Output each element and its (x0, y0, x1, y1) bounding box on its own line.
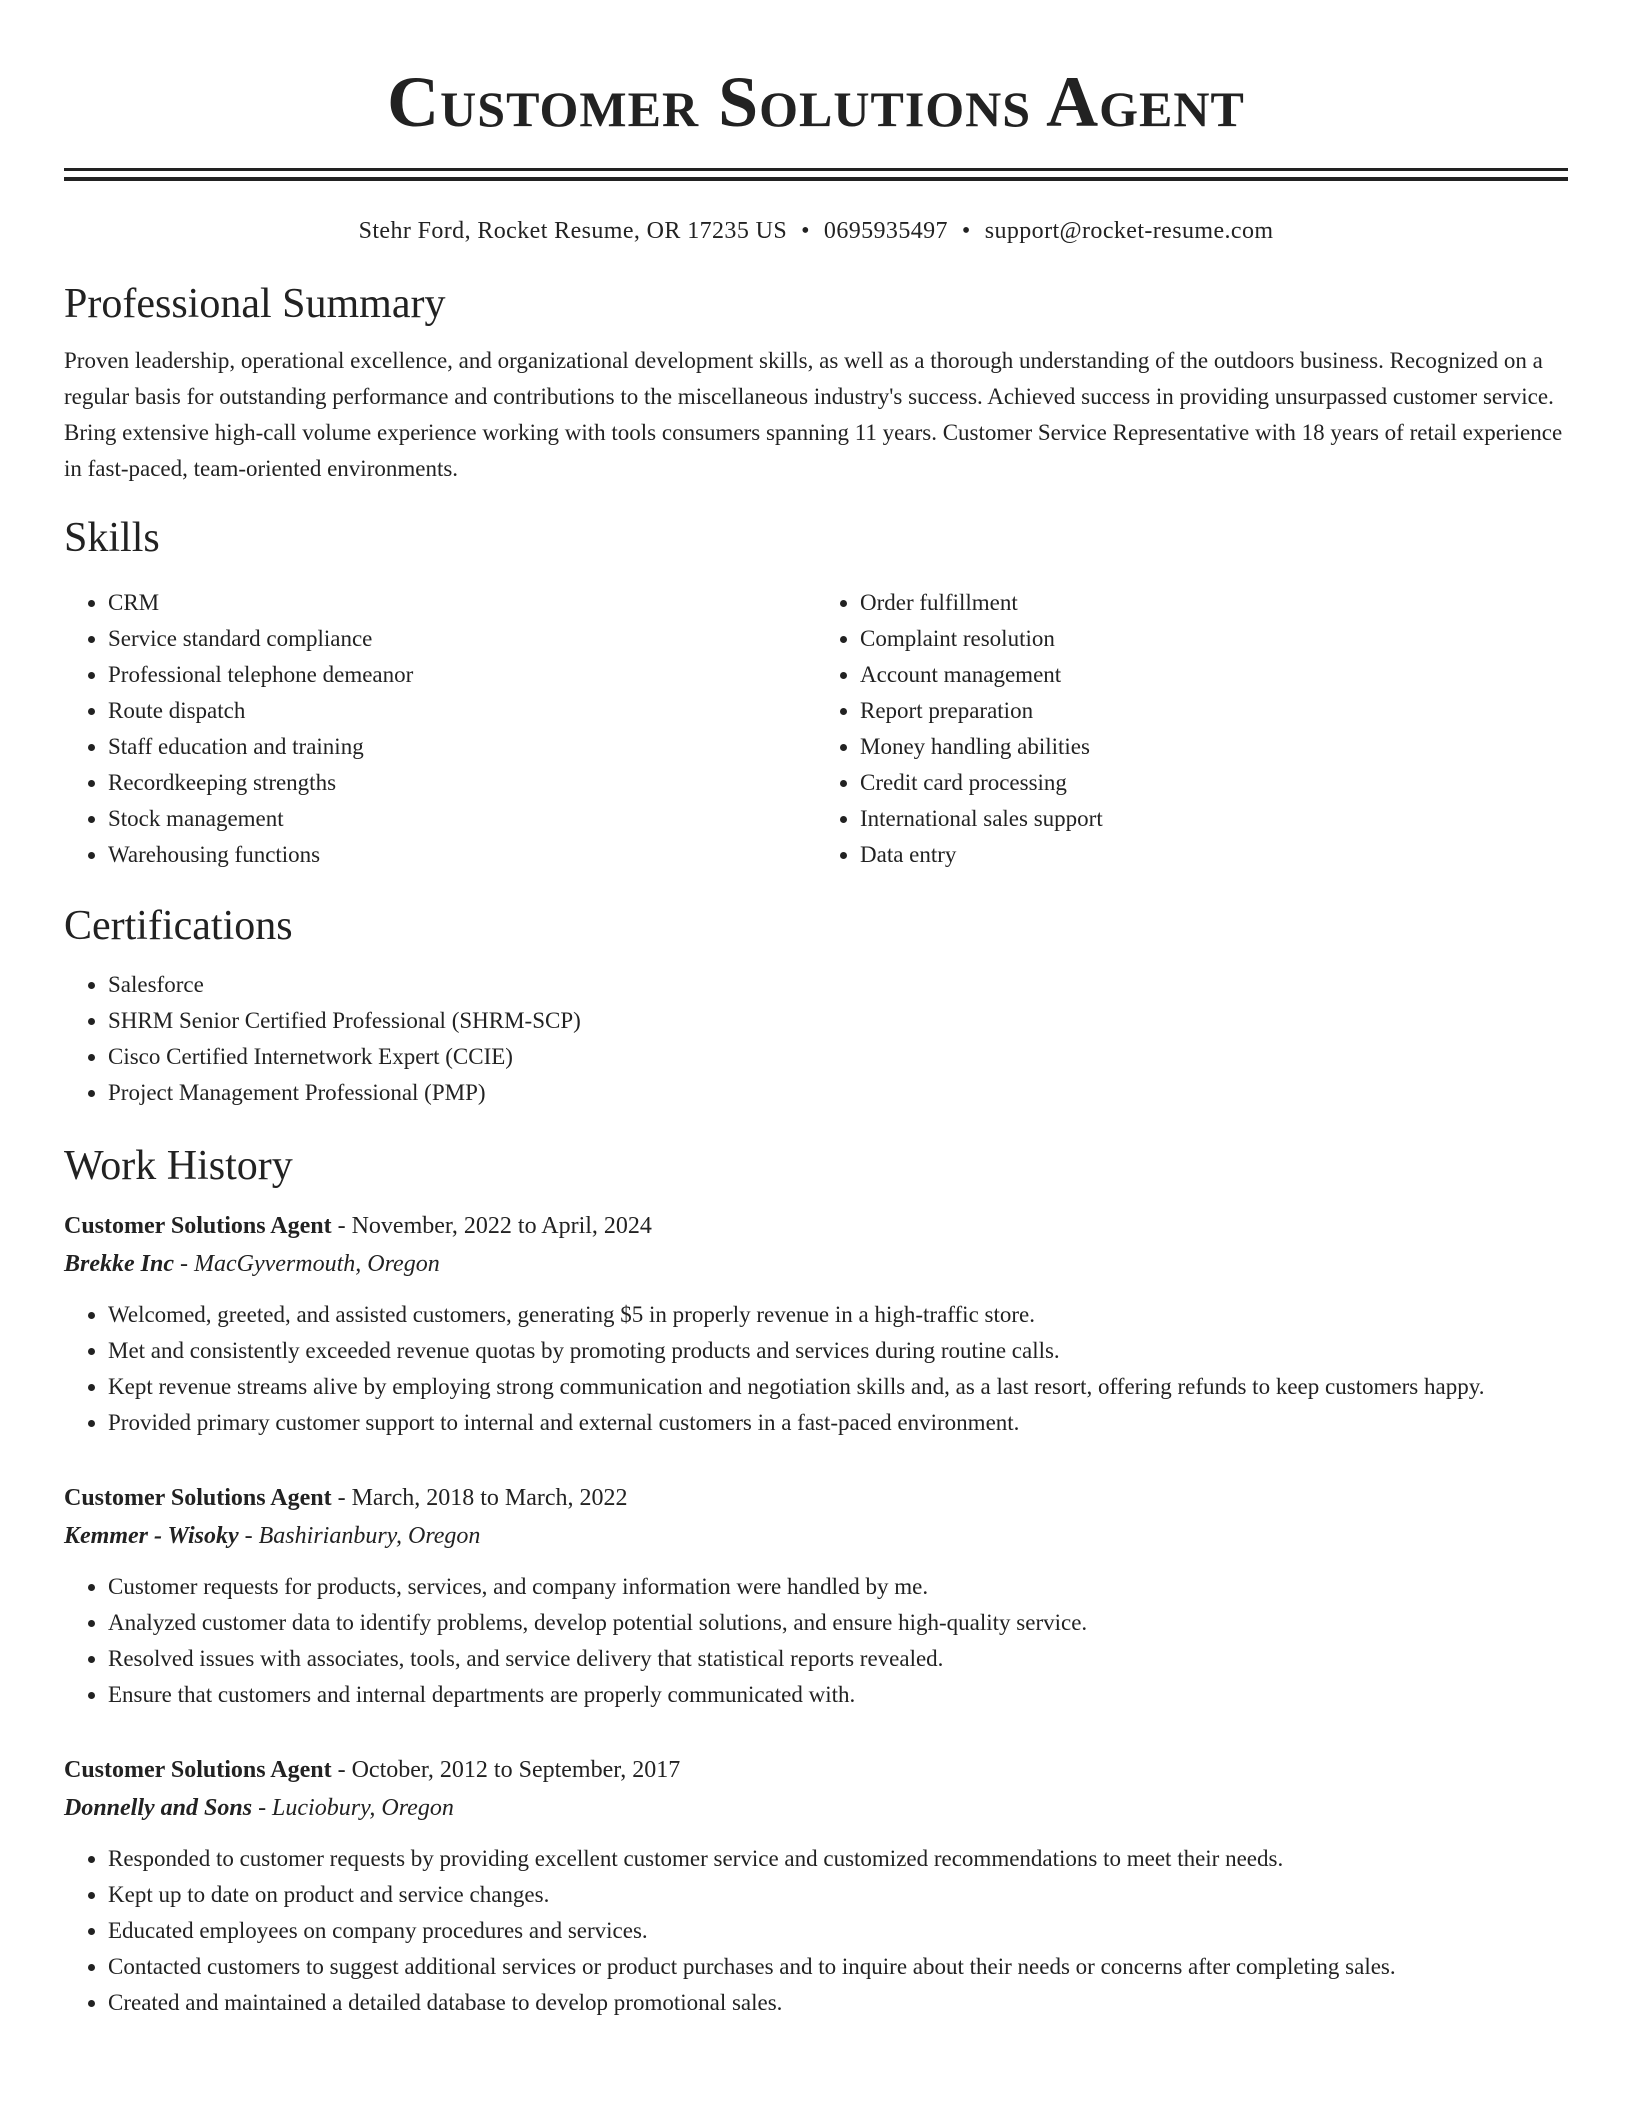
job-bullet: • Ensure that customers and internal departments are properly communicated with. (108, 1677, 1568, 1713)
job-bullet: • Responded to customer requests by providing excellent customer service and customized recommendations to meet their needs. (108, 1841, 1568, 1877)
contact-phone: 0695935497 (823, 218, 948, 244)
skill-item: • Service standard compliance (108, 621, 816, 657)
contact-separator: • (801, 218, 810, 244)
skill-item: • International sales support (860, 801, 1568, 837)
skill-item: • Recordkeeping strengths (108, 765, 816, 801)
job-dates: - March, 2018 to March, 2022 (337, 1485, 628, 1511)
job-company: Donnelly and Sons (64, 1795, 253, 1821)
summary-heading: Professional Summary (64, 281, 446, 327)
skill-item: • Data entry (860, 837, 1568, 873)
skill-item: • Money handling abilities (860, 729, 1568, 765)
job-bullet: • Welcomed, greeted, and assisted customers, generating $5 in properly revenue in a high-traffic store. (108, 1297, 1568, 1333)
job-bullet: • Provided primary customer support to internal and external customers in a fast-paced environment. (108, 1405, 1568, 1441)
job-title: Customer Solutions Agent (64, 1213, 332, 1239)
job-bullet: • Kept up to date on product and service changes. (108, 1877, 1568, 1913)
job-company-line (64, 1245, 1568, 1283)
certification-item: • SHRM Senior Certified Professional (SHRM-SCP) (108, 1003, 1568, 1039)
skills-list-left (64, 585, 816, 873)
skill-item: • Complaint resolution (860, 621, 1568, 657)
job-bullet: • Analyzed customer data to identify problems, develop potential solutions, and ensure high-quality service. (108, 1605, 1568, 1641)
job-title: Customer Solutions Agent (64, 1757, 332, 1783)
job-company-line (64, 1789, 1568, 1827)
job-location: - MacGyvermouth, Oregon (180, 1251, 440, 1277)
title-divider (64, 168, 1568, 181)
job-entry (64, 1479, 1568, 1713)
skills-grid (64, 585, 1568, 873)
job-entry (64, 1751, 1568, 2021)
job-bullet: • Resolved issues with associates, tools, and service delivery that statistical reports revealed. (108, 1641, 1568, 1677)
skill-item: • Report preparation (860, 693, 1568, 729)
certifications-list (64, 967, 1568, 1111)
job-bullet: • Kept revenue streams alive by employing strong communication and negotiation skills and, as a last resort, offering refunds to keep customers happy. (108, 1369, 1568, 1405)
job-location: - Luciobury, Oregon (258, 1795, 454, 1821)
certification-item: • Project Management Professional (PMP) (108, 1075, 1568, 1111)
skills-heading: Skills (64, 515, 160, 561)
job-title-line (64, 1479, 1568, 1517)
contact-line (64, 215, 1568, 247)
job-dates: - October, 2012 to September, 2017 (337, 1757, 681, 1783)
job-bullet: • Contacted customers to suggest additional services or product purchases and to inquire about their needs or concerns after completing sales. (108, 1949, 1568, 1985)
job-title: Customer Solutions Agent (64, 1485, 332, 1511)
job-bullet: • Educated employees on company procedures and services. (108, 1913, 1568, 1949)
contact-address: Stehr Ford, Rocket Resume, OR 17235 US (358, 218, 788, 244)
skills-list-right (816, 585, 1568, 873)
skill-item: • Account management (860, 657, 1568, 693)
job-entry (64, 1207, 1568, 1441)
skill-item: • Warehousing functions (108, 837, 816, 873)
skill-item: • Credit card processing (860, 765, 1568, 801)
resume-title: Customer Solutions Agent (387, 62, 1245, 142)
skill-item: • Staff education and training (108, 729, 816, 765)
skill-item: • Order fulfillment (860, 585, 1568, 621)
contact-email: support@rocket-resume.com (984, 218, 1274, 244)
certification-item: • Salesforce (108, 967, 1568, 1003)
job-company-line (64, 1517, 1568, 1555)
job-bullets (64, 1569, 1568, 1713)
contact-separator: • (961, 218, 971, 244)
skill-item: • CRM (108, 585, 816, 621)
job-bullet: • Created and maintained a detailed database to develop promotional sales. (108, 1985, 1568, 2021)
job-bullets (64, 1297, 1568, 1441)
summary-text: Proven leadership, operational excellence, and organizational development skills, as well as a thorough understanding of the outdoors business. Recognized on a regular basis for outstanding performance and contributions to the miscellaneous industry's success. Achieved success in providing unsurpassed customer service. Bring extensive high-call volume experience working with tools consumers spanning 11 years. Customer Service Representative with 18 years of retail experience in fast-paced, team-oriented environments. (64, 348, 1563, 481)
job-bullet: • Met and consistently exceeded revenue quotas by promoting products and services during routine calls. (108, 1333, 1568, 1369)
certification-item: • Cisco Certified Internetwork Expert (CCIE) (108, 1039, 1568, 1075)
job-company: Kemmer - Wisoky (64, 1523, 239, 1549)
certifications-heading: Certifications (64, 903, 293, 949)
job-title-line (64, 1751, 1568, 1789)
skill-item: • Professional telephone demeanor (108, 657, 816, 693)
job-title-line (64, 1207, 1568, 1245)
job-dates: - November, 2022 to April, 2024 (337, 1213, 652, 1239)
job-company: Brekke Inc (64, 1251, 174, 1277)
job-bullets (64, 1841, 1568, 2021)
work-history-heading: Work History (64, 1143, 293, 1189)
skill-item: • Stock management (108, 801, 816, 837)
job-bullet: • Customer requests for products, services, and company information were handled by me. (108, 1569, 1568, 1605)
job-location: - Bashirianbury, Oregon (244, 1523, 481, 1549)
skill-item: • Route dispatch (108, 693, 816, 729)
